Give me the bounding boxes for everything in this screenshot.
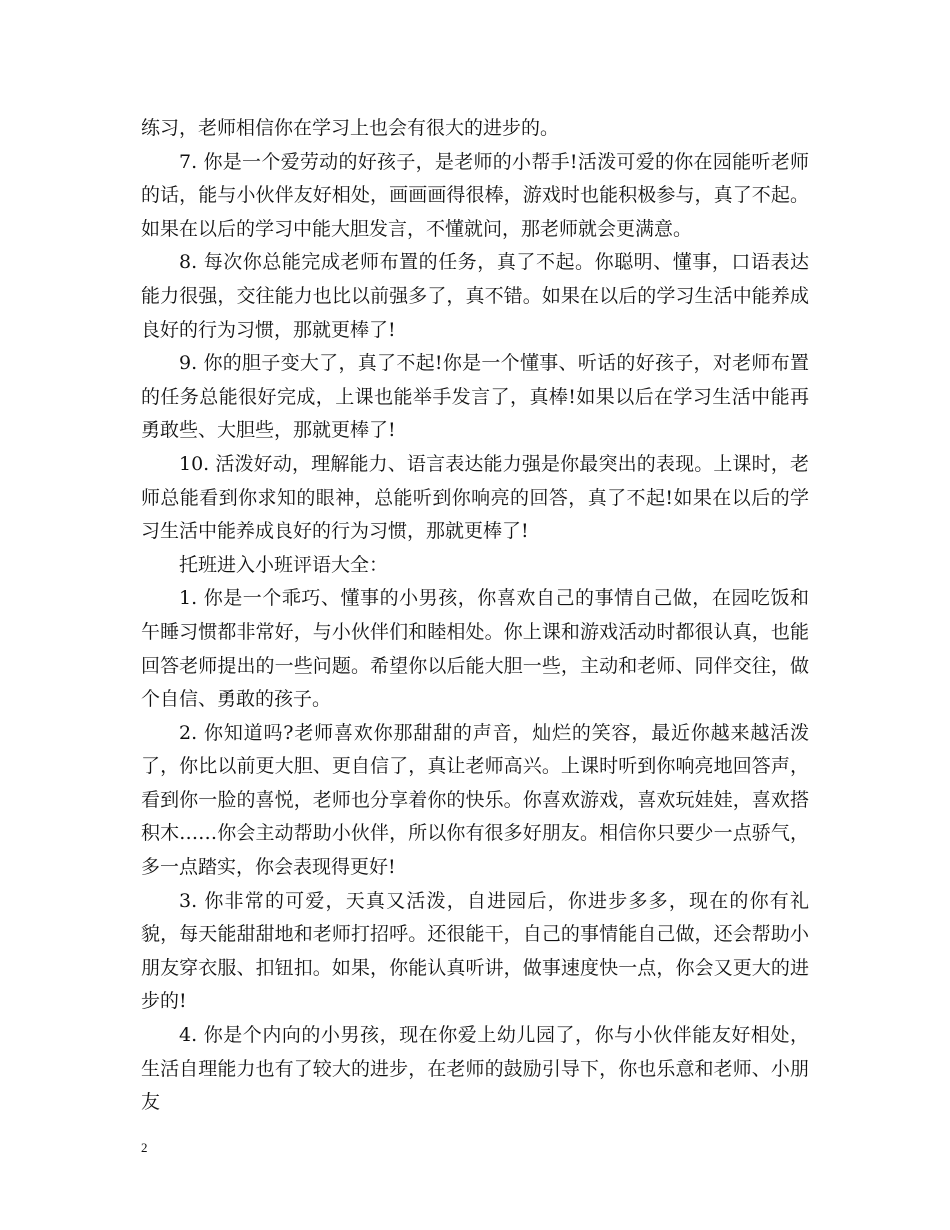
section-comment-1: 1. 你是一个乖巧、懂事的小男孩，你喜欢自己的事情自己做，在园吃饭和午睡习惯都非常好，与小伙伴们和睦相处。你上课和游戏活动时都很认真，也能回答老师提出的一些问题。希望你以后能大胆一些，主动和老师、同伴交往，做个自信、勇敢的孩子。 (141, 587, 809, 711)
page-number: 2 (141, 1140, 148, 1155)
comment-9: 9. 你的胆子变大了，真了不起!你是一个懂事、听话的好孩子，对老师布置的任务总能很好完成，上课也能举手发言了，真棒!如果以后在学习生活中能再勇敢些、大胆些，那就更棒了! (141, 352, 809, 442)
section-comment-3: 3. 你非常的可爱，天真又活泼，自进园后，你进步多多，现在的你有礼貌，每天能甜甜地和老师打招呼。还很能干，自己的事情能自己做，还会帮助小朋友穿衣服、扣钮扣。如果，你能认真听讲，做事速度快一点，你会又更大的进步的! (141, 889, 809, 1013)
comment-10: 10. 活泼好动，理解能力、语言表达能力强是你最突出的表现。上课时，老师总能看到你求知的眼神，总能听到你响亮的回答，真了不起!如果在以后的学习生活中能养成良好的行为习惯，那就更棒了! (141, 452, 809, 543)
section-heading: 托班进入小班评语大全： (179, 553, 389, 576)
section-comment-4: 4. 你是个内向的小男孩，现在你爱上幼儿园了，你与小伙伴能友好相处，生活自理能力也有了较大的进步，在老师的鼓励引导下，你也乐意和老师、小朋友 (141, 1024, 809, 1114)
document-body (141, 112, 809, 1120)
section-comment-2: 2. 你知道吗?老师喜欢你那甜甜的声音，灿烂的笑容，最近你越来越活泼了，你比以前更大胆、更自信了，真让老师高兴。上课时听到你响亮地回答声，看到你一脸的喜悦，老师也分享着你的快乐。你喜欢游戏，喜欢玩娃娃，喜欢搭积木……你会主动帮助小伙伴，所以你有很多好朋友。相信你只要少一点骄气，多一点踏实，你会表现得更好! (141, 721, 809, 879)
comment-8: 8. 每次你总能完成老师布置的任务，真了不起。你聪明、懂事，口语表达能力很强，交往能力也比以前强多了，真不错。如果在以后的学习生活中能养成良好的行为习惯，那就更棒了! (141, 251, 809, 341)
comment-7: 7. 你是一个爱劳动的好孩子，是老师的小帮手!活泼可爱的你在园能听老师的话，能与小伙伴友好相处，画画画得很棒，游戏时也能积极参与，真了不起。如果在以后的学习中能大胆发言，不懂就问，那老师就会更满意。 (141, 150, 809, 240)
paragraph-continuation: 练习，老师相信你在学习上也会有很大的进步的。 (141, 117, 560, 139)
